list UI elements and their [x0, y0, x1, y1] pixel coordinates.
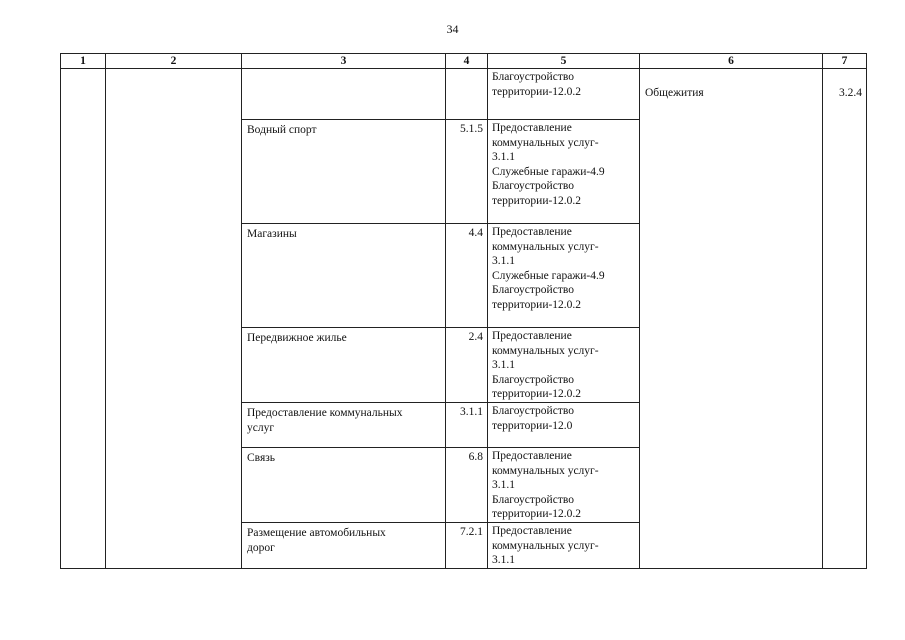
- use-code: 2.4: [468, 331, 483, 343]
- related-use-line: Благоустройство: [492, 493, 574, 506]
- use-name-cell: [242, 448, 446, 523]
- related-use-line: 3.1.1: [492, 479, 515, 491]
- use-name-line: услуг: [247, 421, 275, 434]
- related-use-line: коммунальных услуг-: [492, 240, 599, 253]
- use-code-cell: [446, 403, 488, 448]
- use-name-line: Размещение автомобильных: [247, 527, 386, 539]
- use-name-line: Водный спорт: [247, 124, 317, 136]
- related-uses-cell: [488, 69, 640, 120]
- related-use-line: 3.1.1: [492, 359, 515, 371]
- related-use-line: Предоставление: [492, 122, 572, 134]
- use-code: 6.8: [468, 451, 483, 463]
- related-uses-cell: [488, 224, 640, 328]
- related-use-line: коммунальных услуг-: [492, 136, 599, 149]
- related-use-line: коммунальных услуг-: [492, 464, 599, 477]
- related-use-line: Предоставление: [492, 450, 572, 462]
- use-name-line: Магазины: [247, 228, 297, 240]
- use-code: 5.1.5: [460, 123, 483, 135]
- related-use-line: Благоустройство: [492, 71, 574, 83]
- use-name-cell: [242, 224, 446, 328]
- related-use-line: Предоставление: [492, 330, 572, 342]
- col1-cell: [61, 69, 106, 569]
- related-use-line: Предоставление: [492, 525, 572, 537]
- related-uses-cell: [488, 403, 640, 448]
- use-name-line: Передвижное жилье: [247, 332, 347, 344]
- related-uses-cell: [488, 120, 640, 224]
- related-use-line: коммунальных услуг-: [492, 539, 599, 552]
- header-cell: 2: [106, 54, 242, 69]
- use-code: 7.2.1: [460, 526, 483, 538]
- related-use-line: Благоустройство: [492, 180, 574, 192]
- use-name-line: Предоставление коммунальных: [247, 407, 403, 419]
- related-use-line: территории-12.0.2: [492, 388, 582, 400]
- use-name-cell: [242, 69, 446, 120]
- col2-cell: [106, 69, 242, 569]
- related-uses-cell: [488, 328, 640, 403]
- related-use-line: Благоустройство: [492, 405, 574, 417]
- header-cell: 6: [640, 54, 823, 69]
- use-name-line: Связь: [247, 452, 276, 464]
- dormitory-label: Общежития: [645, 87, 704, 99]
- header-cell: 1: [61, 54, 106, 69]
- header-cell: 7: [823, 54, 867, 69]
- header-cell: 4: [446, 54, 488, 69]
- use-code-cell: [446, 523, 488, 569]
- use-code-cell: [446, 120, 488, 224]
- use-code-cell: [446, 448, 488, 523]
- related-uses-cell: [488, 523, 640, 569]
- page-number: 34: [446, 22, 459, 36]
- use-name-cell: [242, 403, 446, 448]
- dormitory-code: 3.2.4: [839, 87, 862, 99]
- related-use-line: Служебные гаражи-4.9: [492, 165, 605, 178]
- related-use-line: 3.1.1: [492, 255, 515, 267]
- document-table: [60, 53, 867, 569]
- use-code-cell: [446, 224, 488, 328]
- use-code: 3.1.1: [460, 406, 483, 418]
- use-name-cell: [242, 523, 446, 569]
- related-use-line: территории-12.0: [492, 419, 573, 432]
- related-use-line: Предоставление: [492, 226, 572, 238]
- use-code-cell: [446, 69, 488, 120]
- related-use-line: коммунальных услуг-: [492, 344, 599, 357]
- table-row: [61, 69, 867, 120]
- related-use-line: территории-12.0.2: [492, 194, 582, 207]
- header-cell: 5: [488, 54, 640, 69]
- related-use-line: Благоустройство: [492, 284, 574, 296]
- related-use-line: Благоустройство: [492, 373, 574, 386]
- use-code-cell: [446, 328, 488, 403]
- related-use-line: территории-12.0.2: [492, 85, 582, 98]
- use-name-cell: [242, 120, 446, 224]
- col7-cell: [823, 69, 867, 569]
- use-name-cell: [242, 328, 446, 403]
- header-row: [61, 54, 867, 69]
- related-use-line: территории-12.0.2: [492, 298, 582, 311]
- use-code: 4.4: [468, 227, 483, 239]
- header-cell: 3: [242, 54, 446, 69]
- col6-cell: [640, 69, 823, 569]
- related-use-line: Служебные гаражи-4.9: [492, 269, 605, 282]
- related-use-line: 3.1.1: [492, 151, 515, 163]
- related-use-line: территории-12.0.2: [492, 508, 582, 520]
- use-name-line: дорог: [247, 541, 275, 554]
- related-use-line: 3.1.1: [492, 554, 515, 566]
- related-uses-cell: [488, 448, 640, 523]
